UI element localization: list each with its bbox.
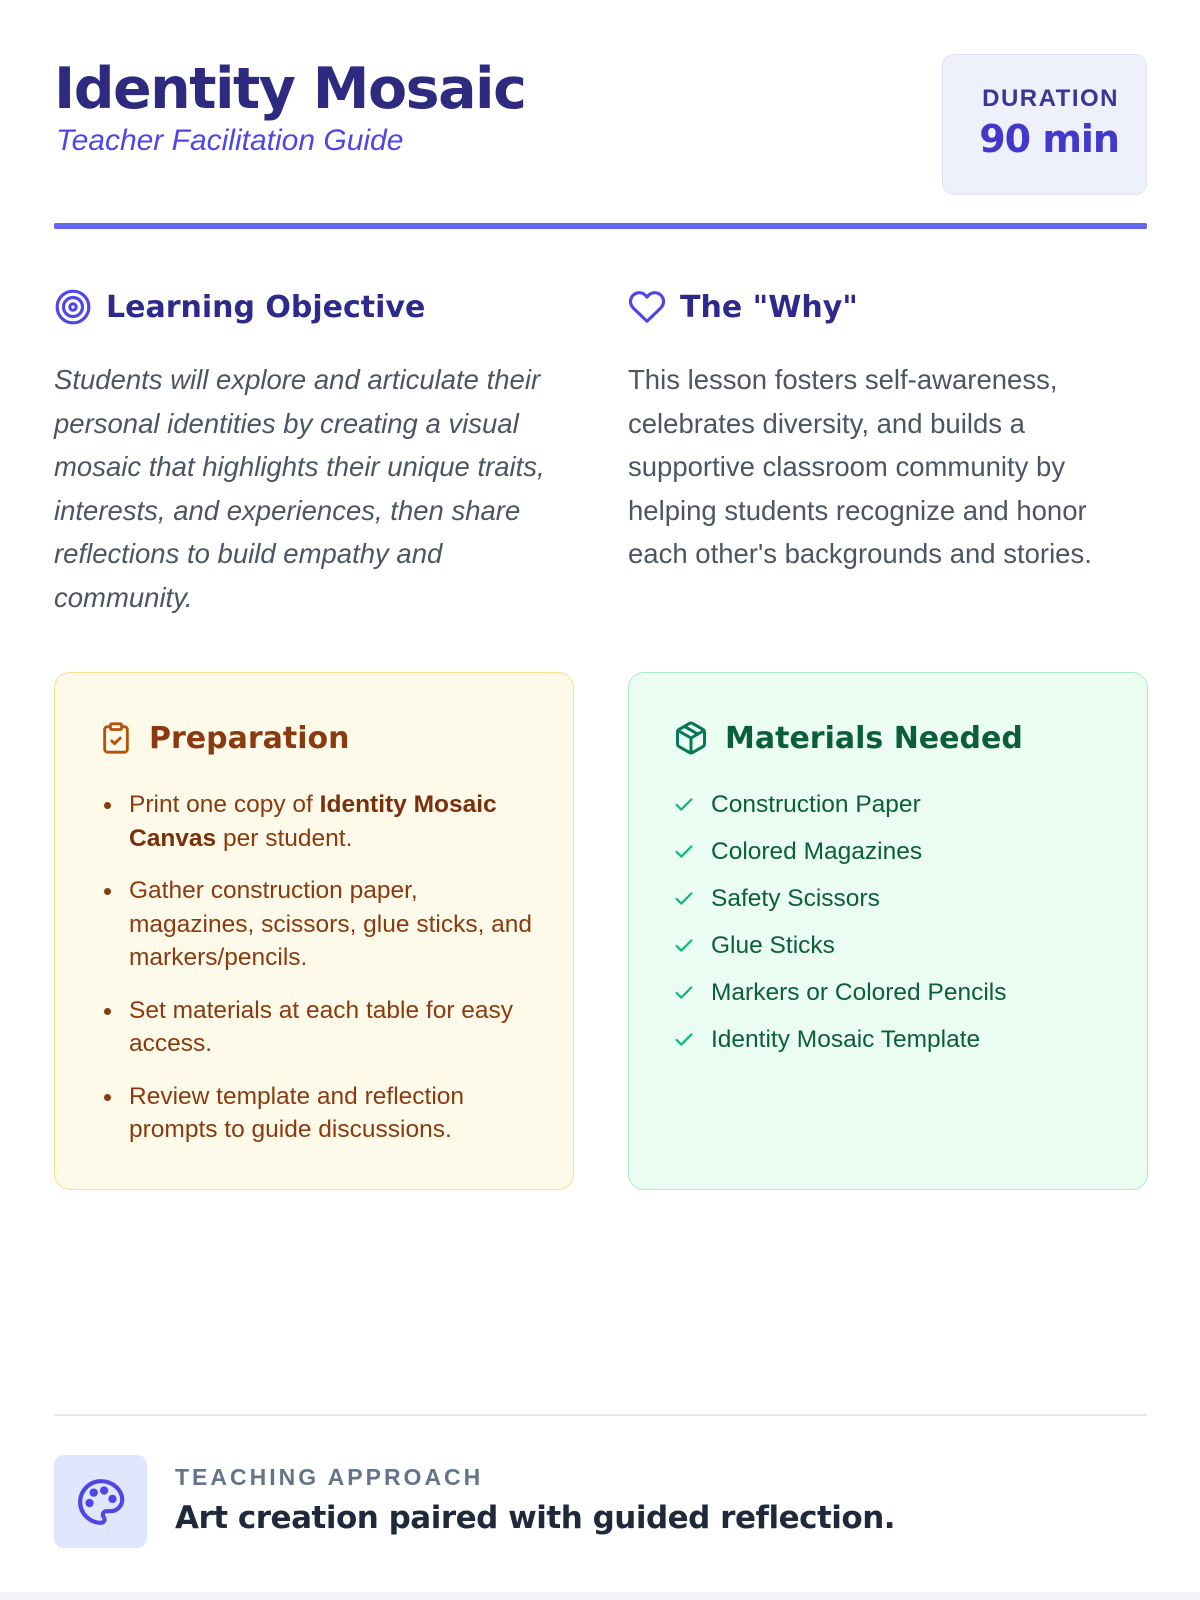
duration-label: DURATION <box>982 85 1119 112</box>
list-item: Colored Magazines <box>673 835 1006 869</box>
preparation-list <box>129 788 539 1166</box>
approach-label: TEACHING APPROACH <box>175 1464 484 1490</box>
list-item: Review template and reflection prompts to guide discussions. <box>129 1080 539 1147</box>
target-icon <box>54 288 92 326</box>
approach-value: Art creation paired with guided reflection. <box>175 1500 896 1536</box>
preparation-card <box>54 672 574 1190</box>
materials-heading-text: Materials Needed <box>725 720 1023 756</box>
list-item: Glue Sticks <box>673 929 1006 963</box>
check-icon <box>673 935 695 957</box>
check-icon <box>673 888 695 910</box>
why-heading-text: The "Why" <box>680 289 858 325</box>
list-item: Gather construction paper, magazines, scissors, glue sticks, and markers/pencils. <box>129 874 539 975</box>
approach-icon-box <box>54 1455 147 1548</box>
preparation-heading <box>99 719 349 757</box>
materials-heading <box>673 719 1023 757</box>
page-subtitle: Teacher Facilitation Guide <box>56 124 404 157</box>
objective-heading <box>54 288 425 326</box>
list-item: Construction Paper <box>673 788 1006 822</box>
check-icon <box>673 1029 695 1051</box>
page-title: Identity Mosaic <box>54 56 526 122</box>
palette-icon <box>76 1477 126 1527</box>
check-icon <box>673 982 695 1004</box>
list-item: Identity Mosaic Template <box>673 1023 1006 1057</box>
list-item: Markers or Colored Pencils <box>673 976 1006 1010</box>
bottom-strip <box>0 1592 1200 1600</box>
check-icon <box>673 841 695 863</box>
list-item: Safety Scissors <box>673 882 1006 916</box>
why-heading <box>628 288 858 326</box>
header-divider <box>54 223 1147 229</box>
duration-badge <box>942 54 1147 195</box>
footer-divider <box>54 1414 1147 1416</box>
preparation-heading-text: Preparation <box>149 720 350 756</box>
objective-text: Students will explore and articulate their personal identities by creating a visual mosaic that highlights their unique traits, interests, and experiences, then share reflections to build empathy and community. <box>54 364 545 613</box>
list-item: Print one copy of Identity Mosaic Canvas per student. <box>129 788 539 855</box>
materials-list <box>673 788 1006 1070</box>
objective-heading-text: Learning Objective <box>106 289 426 325</box>
header <box>54 52 1147 196</box>
materials-card <box>628 672 1148 1190</box>
list-item: Set materials at each table for easy access. <box>129 994 539 1061</box>
clipboard-check-icon <box>99 719 133 757</box>
duration-value: 90 min <box>979 117 1119 161</box>
box-icon <box>673 719 709 757</box>
heart-icon <box>628 288 666 326</box>
why-text: This lesson fosters self-awareness, celebrates diversity, and builds a supportive classroom community by helping students recognize and honor each other's backgrounds and stories. <box>628 364 1092 569</box>
check-icon <box>673 794 695 816</box>
